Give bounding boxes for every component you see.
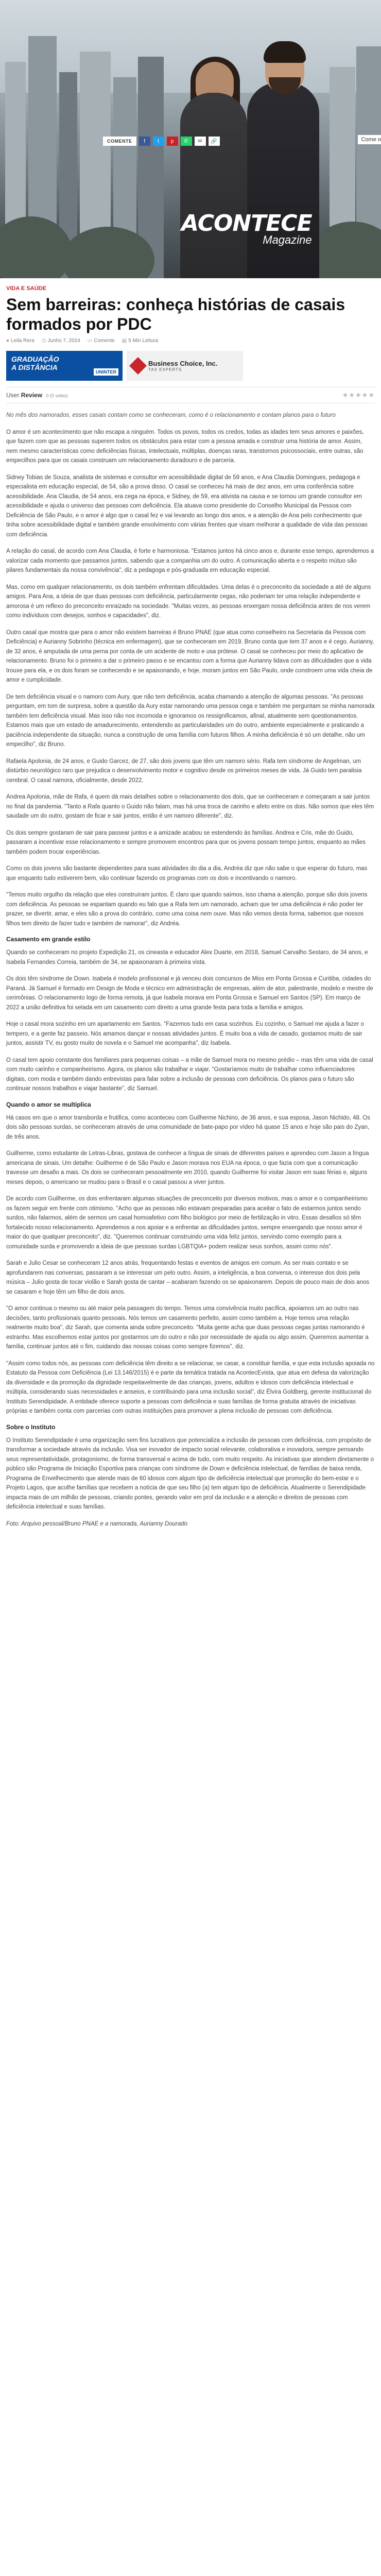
paragraph: Os dois sempre gostaram de sair para passear juntos e a amizade acabou se estendendo às famílias. Andrea e Cris, mãe do Guido, passaram a incentivar esse relacionamento e sempre promovem encontros para que os jovens possam tempo juntos, enquanto as mães também podem trocar experiências. (6, 829, 366, 855)
hero-image (0, 0, 381, 278)
meta-author[interactable] (6, 338, 34, 344)
user-icon: ● (6, 338, 10, 344)
comments-link[interactable]: Comente (94, 338, 115, 344)
hero-person (247, 82, 319, 278)
photo-credit: Foto: Arquivo pessoal/Bruno PNAE e a namorada, Aurianny Dourado (6, 1520, 188, 1527)
paragraph: Hoje o casal mora sozinho em um apartamento em Santos. "Fazemos tudo em casa sozinhos. Eu cozinho, o Samuel me ajuda a fazer o tempero, e a gente faz passeio. Nós amamos dançar e nossas atividades juntos. É muito boa a vida de casado, gostamos muito de sair juntos, assistir TV, eu gosto muito de novela e o Samuel me acompanha", diz Isabela. (6, 1021, 365, 1046)
paragraph: Quando se conheceram no projeto Expedição 21, os cineasta e educador Alex Duarte, em 2018, Samuel Carvalho Sestaro, de 34 anos, e Isabela Fernandes Correia, também de 34, se apaixonaram à primeira vista. (6, 950, 368, 965)
book-icon: ▤ (122, 338, 127, 344)
ad2-sub: TAX EXPERTS (148, 367, 182, 372)
hero-person (180, 93, 247, 278)
paragraph: Os dois têm síndrome de Down. Isabela é modelo profissional e já venceu dois concursos de Miss em Ponta Grossa e Curitiba, cidades do Paraná. Já Samuel é formado em Design de Moda e técnico em administração de empresas, além de ator, palestrante, modelo e mestre de cerimônias. O relacionamento logo de forma remota, já que Isabela morava em Ponta Grossa e Samuel em Santos (SP). Em março de 2022 a união definitiva foi selada em um casamento com direito a uma grande festa para toda a família e amigos. (6, 976, 373, 1011)
date-text: Junho 7, 2024 (47, 338, 80, 344)
business-logo-icon (129, 357, 147, 375)
email-icon[interactable]: ✉ (195, 137, 206, 146)
comment-button[interactable]: COMENTE (103, 137, 136, 146)
paragraph: Sidney Tobias de Souza, analista de sistemas e consultor em acessibilidade digital de 59 anos, e Ana Claudia Domingues, pedagoga e especialista em educação especial, de 54, são a prova disso. O casal se conheceu há mais de dez anos, em uma conferência sobre acessibilidade. Ana Claudia, de 54 anos, era cega na época, e Sidney, de 59, era ativista na causa e se tornou um grande consultor em acessibilidade e ajuda o universo das pessoas com deficiência. Ela atuava como presidente do Conselho Municipal da Pessoa com Deficiência de São Paulo, e o amor é algo que o casal fez e vai levando ao longo dos anos, e a atenção de Ana pelo conhecimento que tinha sobre acessibilidade digital e também grande envolvimento com várias frentes que visam melhorar a qualidade de vida das pessoas com deficiência. (6, 474, 368, 538)
review-count: 0 (0 votes) (46, 393, 68, 398)
read-time: 5 Min Leitura (128, 338, 159, 344)
comment-icon: ▭ (87, 338, 93, 344)
article-content (0, 285, 381, 1529)
paragraph: Guilherme, como estudante de Letras-Libras, gostava de conhecer a língua de sinais de diferentes países e aprendeu com Jason a língua americana de sinais. Um detalhe: Guilherme é de São Paulo e Jason morava nos EUA na época, o que fazia com que a comunicação travesse um desafio a mais. Os dois se conheceram pessoalmente em 2010, quando Guilherme foi visitar Jason em suas férias e, alguns meses depois, o americano se mudou para o Brasil e o casal passou a viver juntos. (6, 1150, 369, 1185)
facebook-icon[interactable]: f (139, 137, 150, 146)
ad-line1: GRADUAÇÃO (11, 355, 59, 363)
review-word: Review (21, 392, 43, 399)
paragraph: Rafaela Apolonia, de 24 anos, e Guido Garcez, de 27, são dois jovens que têm um namoro sério. Rafa tem síndrome de Angelman, um distúrbio neurológico raro que prejudica o desenvolvimento motor e cognitivo desde os primeiros meses de vida. Já Guido tem paralisia cerebral. O casal namora, oficialmente, desde 2022. (6, 758, 362, 784)
side-comment-label[interactable]: Come o (358, 135, 381, 144)
meta-date (42, 338, 80, 344)
paragraph: "O amor continua o mesmo ou até maior pela passagem do tempo. Temos uma convivência muito pacífica, apoiamos um ao outro nas decisões, tanto profissionais quanto pessoais. Nós temos um casamento perfeito, assim como também a. Hoje temos uma relação realmente muito boa", diz Sarah, que comenta ainda sobre preconceito. "Muita gente acha que duas pessoas cegas juntas namorando é estranho. Mas escolhemos estar juntos por gostarmos um do outro e não por necessidade de ajuda ou algo assim. Queremos aumentar a família, continuar juntos até o fim, cuidando das nossas coisas como sempre fizemos", diz. (6, 1306, 369, 1350)
paragraph: Outro casal que mostra que para o amor não existem barreiras é Bruno PNAE (que atua como conselheiro na Secretaria da Pessoa com Deficiência) e Aurianny Sobrinho (técnica em enfermagem), que se conheceram em 2019. Bruno conta que tem 37 anos e é cego. Aurianny, de 32 anos, é amputada de uma perna por conta de um acidente de moto e usa prótese. O casal se conheceu por meio do aplicativo de relacionamento. Bruno foi o primeiro a dar o primeiro passo e se encantou com a forma que Aurianny lidava com as dificuldades que a vida trouxe para ela, e os dois foram se conhecendo e se apaixonando, e hoje, moram juntos em São Paulo, onde constroem uma vida cheia de amor e cumplicidade. (6, 629, 374, 683)
ad-line2: A DISTÂNCIA (11, 363, 58, 371)
clock-icon: ◷ (41, 338, 46, 344)
review-label (6, 392, 68, 399)
article-lead: No mês dos namorados, esses casais contam como se conheceram, como é o relacionamento e contam planos para o futuro (6, 412, 336, 418)
magazine-logo (181, 210, 312, 247)
paragraph: Sarah e Julio Cesar se conheceram 12 anos atrás, frequentando festas e eventos de amigos em comum. As ser mais contato e se aprofundarem nas conversas, passaram a se interessar um pelo outro. Assim, a inteligência, a boa conversa, o interesse dos dois pela música – Julio gosta de tocar violão e Sarah gosta de cantar – acabaram fazendo os se apaixonarem. Depois de pouco mais de dois anos se casaram e hoje têm um filho de dois anos. (6, 1260, 370, 1295)
paragraph: "Temos muito orgulho da relação que eles construíram juntos. É claro que quando saímos, isso chama a atenção, porque são dois jovens com deficiência. As pessoas se espantam quando eu falo que a Rafa tem um namorado, acham que ter uma deficiência é não poder ter prazer, se divertir, amar, e eles são a prova do contrário, como uma coisa nem ouve. Mas não vemos desta forma, sabemos que nossos filhos tem direito de fazer tudo e também de namorar", diz Andréa. (6, 892, 368, 927)
user-review (6, 387, 375, 403)
paragraph: "Assim como todos nós, as pessoas com deficiência têm direito a se relacionar, se casar, a constituir família, e que esta inclusão apoiada no Estatuto da Pessoa com Deficiência (Lei 13.146/2015) é e parte da temática tratada na AcontecEvista, que atua em defesa da valorização da diversidade e da promoção da dignidade respeitavelmente de das crianças, jovens, adultos e idosos com deficiência intelectual e múltipla, considerando suas necessidades e anseios, e contribuindo para uma inclusão social", diz Élvira Goldberg, gerente institucional do Instituto Serendipidade. A entidade oferece suporte a pessoas com deficiência e suas famílias de forma gratuita através de iniciativas próprias e também conta com parcerias com outras instituições para promover a plena inclusão de pessoas com deficiência. (6, 1360, 375, 1414)
article-meta (6, 338, 375, 344)
ad-row (6, 351, 375, 381)
link-icon[interactable]: 🔗 (209, 137, 220, 146)
article-body (6, 411, 375, 1529)
pinterest-icon[interactable]: p (167, 137, 178, 146)
author-name[interactable]: Leila Rera (11, 338, 34, 344)
section-heading: Casamento em grande estilo (6, 936, 91, 943)
paragraph: O casal tem apoio constante dos familiares para pequenas coisas – a mãe de Samuel mora no mesmo prédio – mas têm uma vida de casal com muito carinho e companheirismo. Agora, os planos são trabalhar e viajar. "Gostaríamos muito de trabalhar como influenciadores digitais, com moda e também dando entrevistas para falar sobre a inclusão de pessoas com deficiência. Os planos para o futuro são continuar nossos trabalhos e viajar bastante", diz Samuel. (6, 1057, 373, 1092)
section-heading: Quando o amor se multiplica (6, 1100, 91, 1108)
ad-uninter[interactable] (6, 351, 123, 381)
ad-business-choice[interactable] (127, 351, 243, 381)
article-title: Sem barreiras: conheça histórias de casais formados por PDC (6, 295, 345, 333)
logo-brand: ACONTECE (181, 210, 312, 236)
paragraph: Andrea Apolonia, mãe de Rafa, é quem dá mais detalhes sobre o relacionamento dos dois, que se conheceram e começaram a sair juntos no final da pandemia. "Tanto a Rafa quanto o Guido não falam, mas há uma troca de carinho e afeto entre os dois. Não somos que eles têm saudade um do outro, gostam de ficar e sair juntos, então é um namoro diferente", diz. (6, 794, 374, 819)
whatsapp-icon[interactable]: ✆ (181, 137, 192, 146)
paragraph: Como os dois jovens são bastante dependentes para suas atividades do dia a dia, Andréa diz que não sabe o que esperar do futuro, mas que enquanto tudo estiverem bem, vão continuar fazendo os programas com os dois e incentivando o namoro. (6, 866, 368, 882)
paragraph: O Instituto Serendipidade é uma organização sem fins lucrativos que potencializa a inclusão de pessoas com deficiência, com propósito de transformar a sociedade através da inclusão. Visa ser inovador de impacto social relevante, colaborativa e inovadora, sempre pensando seus representatividade, protagonismo, de forma transversal e acima de tudo, com muito respeito. As iniciativas que atendem diretamente o público são Programa de Iniciação Esportiva para crianças com síndrome de Down e deficiência intelectual, de famílias de baixa renda, Programa de Envelhecimento que atende mais de 60 idosos com algum tipo de deficiência intelectual que promoção do bem-estar e o Projeto Lagos, que acolhe famílias que recebem a notícia de que seu filho (a) tem algum tipo de deficiência. Atualmente o Serendipidade impacta mais de um milhão de pessoas, criando pontes, gerando valor em prol da inclusão e a atenção e direitos de pessoas com deficiência intelectual e suas famílias. (6, 1437, 374, 1510)
twitter-icon[interactable]: t (153, 137, 164, 146)
review-prefix: User (6, 392, 20, 399)
meta-comments[interactable] (88, 338, 115, 344)
share-bar (103, 137, 220, 146)
paragraph: De acordo com Guilherme, os dois enfrentaram algumas situações de preconceito por diversos motivos, mas o amor e o companheirismo os fazem seguir em frente com otimismo. "Acho que as pessoas não estavam preparadas para aceitar o fato de estarmos juntos sendo surdos, não falarmos, além de sermos um casal homoafetivo com filho biológico por meio de fertilização in vitro. Essas desafios só têm fortalecido nosso relacionamento. Aprendemos a nos apoiar e a enfrentar as dificuldades juntos, sempre enxergando que nosso amor é maior do que qualquer preconceito", diz. "Queremos continuar construindo uma vida feliz juntos, servindo como exemplo para a comunidade surda e promovendo a ideia de que pessoas surdas LGBTQIA+ podem realizar seus sonhos, assim como nós". (6, 1196, 368, 1250)
paragraph: O amor é um acontecimento que não escapa a ninguém. Todos os povos, todos os credos, todas as idades tem seus amores e paixões, que fazem com que as pessoas superem todos os obstáculos para estar com a pessoa amada e construir uma história de amor. Assim, nem mesmo características como deficiências físicas, intelectuais, múltiplas, doenças raras, transtornos psicossociais, entre outras, são empecilhos para que os casais construam um relacionamento duradouro e de parceria. (6, 429, 364, 464)
meta-readtime (122, 338, 158, 344)
ad2-title: Business Choice, Inc. (148, 360, 218, 367)
logo-sub: Magazine (263, 233, 312, 246)
rating-stars[interactable]: ★★★★★ (342, 391, 375, 399)
section-heading: Sobre o Instituto (6, 1423, 56, 1431)
paragraph: Há casos em que o amor transborda e frutifica, como aconteceu com Guilherme Nichino, de 36 anos, e sua esposa, Jason Nichido, 48. Os dois são pessoas surdas, se conheceram através de uma comunidade de bate-papo por vídeo há quase 15 anos e hoje são pais do Zyan, de três anos. (6, 1114, 370, 1140)
paragraph: Mas, como em qualquer relacionamento, os dois também enfrentam dificuldades. Uma delas é o preconceito da sociedade a até de alguns amigos. Para Ana, a ideia de que duas pessoas com deficiência, particularmente cegas, não poderiam ter uma relação independente e amorosa é um reflexo do preconceito enraizado na sociedade. "Muitas vezes, as pessoas enxergam nossa deficiência antes de nos verem como indivíduos com desejos, sonhos e capacidades", diz. (6, 584, 371, 619)
paragraph: De tem deficiência visual e o namoro com Aury, que não tem deficiência, acaba chamando a atenção de algumas pessoas. "As pessoas perguntam, em tom de surpresa, sobre a questão da Aury estar namorando uma pessoa cega e também me perguntam se minha namorada também tem deficiência visual. Mas isso não nos incomoda e ignoramos os ressignificamos, afinal, atualmente sem questionamentos. Estamos mais que um estado de amadurecimento, entendendo as particularidades um do outro, ambiente especialmente e praticando a paciência independente da situação, nunca a construção de uma família com futuros filhos. A minha deficiência é só um detalhe, não um empecilho", diz Bruno. (6, 693, 375, 748)
paragraph: A relação do casal, de acordo com Ana Claudia, é forte e harmoniosa. "Estamos juntos há cinco anos e, durante esse tempo, aprendemos a valorizar cada momento que passamos juntos, sabendo que a companhia um do outro. A comunicação aberta e o respeito mútuo são pilares fundamentais da nossa convivência", diz a pedagoga e pós-graduada em educação especial. (6, 548, 374, 573)
article-category[interactable]: VIDA E SAÚDE (6, 285, 46, 292)
ad-badge: UNINTER (94, 368, 118, 376)
